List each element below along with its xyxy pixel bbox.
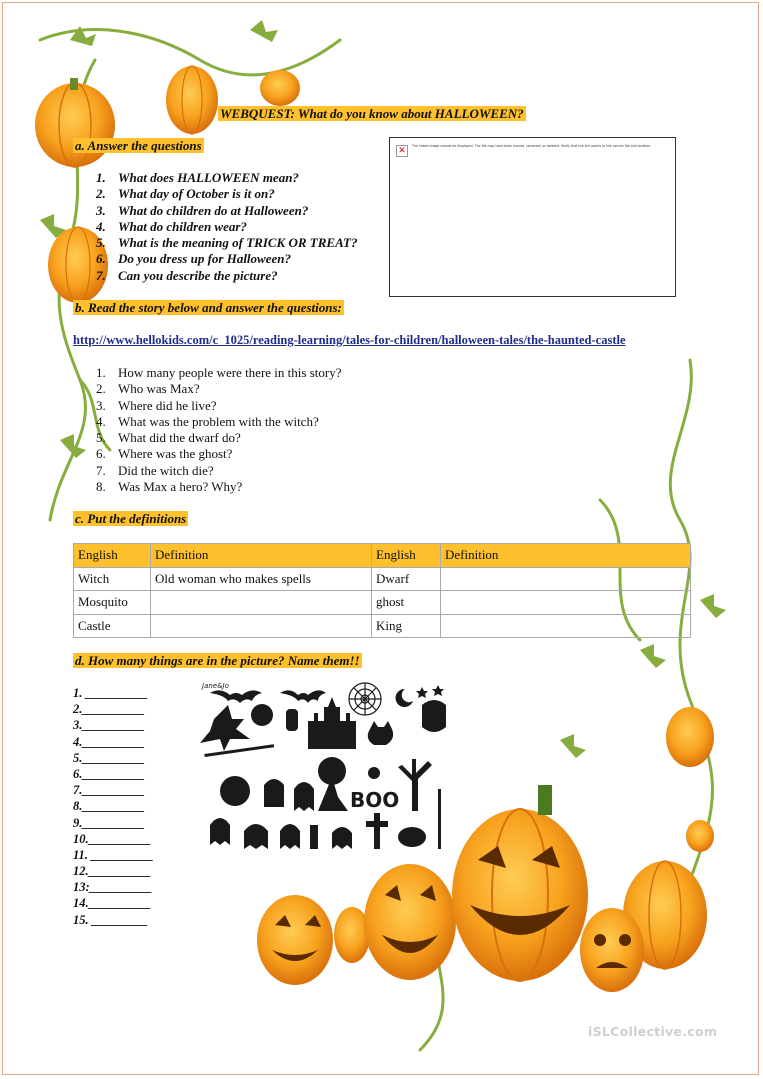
halloween-silhouettes-picture bbox=[200, 679, 455, 859]
list-item: 7. Did the witch die? bbox=[96, 462, 214, 478]
jack-o-lantern-icon bbox=[364, 864, 456, 980]
answer-line[interactable]: 11. __________ bbox=[73, 847, 154, 862]
list-item: 6. Do you dress up for Halloween? bbox=[96, 251, 291, 267]
cat-icon bbox=[368, 721, 393, 745]
list-item: 2. Who was Max? bbox=[96, 381, 200, 397]
list-item: 6. Where was the ghost? bbox=[96, 446, 233, 462]
picture-caption: Jane&Jo bbox=[202, 682, 229, 690]
broom-icon bbox=[204, 744, 274, 757]
ghost-icon bbox=[244, 824, 268, 849]
pumpkin-icon bbox=[260, 70, 300, 106]
section-a-questions bbox=[96, 170, 357, 284]
list-item: 8. Was Max a hero? Why? bbox=[96, 479, 243, 495]
table-cell: Castle bbox=[74, 614, 151, 638]
bat-icon bbox=[210, 690, 262, 703]
list-item: 3. What do children do at Halloween? bbox=[96, 202, 309, 218]
story-link[interactable]: http://www.hellokids.com/c_1025/reading-learning/tales-for-children/halloween-tales/the-haunted-castle bbox=[73, 333, 626, 347]
section-d-heading: d. How many things are in the picture? Name them!! bbox=[75, 653, 360, 668]
list-item: 3. Where did he live? bbox=[96, 397, 217, 413]
answer-line[interactable]: 13:__________ bbox=[73, 880, 153, 895]
star-icon bbox=[432, 685, 444, 696]
table-cell[interactable] bbox=[441, 567, 691, 591]
jack-o-lantern-icon bbox=[257, 895, 333, 985]
definitions-table bbox=[73, 543, 691, 638]
list-item: 5. What is the meaning of TRICK OR TREAT? bbox=[96, 235, 358, 251]
ghost-icon bbox=[280, 824, 300, 849]
table-header-cell: English bbox=[74, 544, 151, 568]
bat-icon bbox=[280, 690, 326, 703]
answer-line[interactable]: 9.__________ bbox=[73, 815, 145, 830]
answer-line[interactable]: 4.__________ bbox=[73, 734, 145, 749]
table-cell[interactable] bbox=[151, 614, 372, 638]
ghost-icon bbox=[294, 782, 314, 811]
answer-lines bbox=[73, 685, 154, 928]
leaf-icon bbox=[640, 644, 666, 668]
tombstone-icon bbox=[264, 779, 284, 807]
spooky-tree-icon bbox=[398, 759, 432, 811]
table-row bbox=[74, 614, 691, 638]
table-header-cell: English bbox=[372, 544, 441, 568]
section-b-questions bbox=[96, 365, 341, 495]
answer-line[interactable]: 3.__________ bbox=[73, 718, 145, 733]
potion-icon bbox=[286, 709, 298, 731]
answer-line[interactable]: 10.__________ bbox=[73, 831, 152, 846]
leaf-icon bbox=[560, 734, 586, 758]
answer-line[interactable]: 14.__________ bbox=[73, 896, 152, 911]
table-header-row bbox=[74, 544, 691, 568]
answer-line[interactable]: 15. _________ bbox=[73, 912, 148, 927]
table-cell: ghost bbox=[372, 591, 441, 615]
table-cell[interactable] bbox=[151, 591, 372, 615]
table-cell[interactable] bbox=[441, 591, 691, 615]
section-a-heading: a. Answer the questions bbox=[75, 138, 202, 153]
list-item: 1. What does HALLOWEEN mean? bbox=[96, 170, 299, 185]
answer-line[interactable]: 5.__________ bbox=[73, 750, 145, 765]
spider-web-icon bbox=[349, 683, 381, 715]
broken-image-placeholder bbox=[389, 137, 676, 297]
cross-icon bbox=[366, 813, 388, 849]
list-item: 7. Can you describe the picture? bbox=[96, 267, 278, 283]
star-icon bbox=[416, 687, 428, 698]
jack-o-lantern-icon bbox=[220, 776, 250, 806]
list-item: 5. What did the dwarf do? bbox=[96, 430, 241, 446]
section-c-heading: c. Put the definitions bbox=[75, 511, 187, 526]
boo-text: BOO bbox=[350, 788, 400, 812]
castle-icon bbox=[308, 697, 356, 749]
table-header-cell: Definition bbox=[441, 544, 691, 568]
answer-line[interactable]: 8.__________ bbox=[73, 799, 145, 814]
leaf-icon bbox=[250, 20, 278, 42]
witch-icon bbox=[200, 705, 250, 751]
jack-o-lantern-icon bbox=[452, 785, 588, 981]
page-title: WEBQUEST: What do you know about HALLOWEEN? bbox=[220, 106, 524, 121]
table-row bbox=[74, 567, 691, 591]
owl-icon bbox=[422, 700, 446, 732]
moon-icon bbox=[396, 689, 413, 707]
cauldron-icon bbox=[398, 827, 426, 847]
answer-line[interactable]: 12.__________ bbox=[73, 864, 152, 879]
skull-icon bbox=[251, 704, 273, 726]
ghost-icon bbox=[332, 827, 352, 849]
table-cell: King bbox=[372, 614, 441, 638]
jack-o-lantern-icon bbox=[580, 908, 644, 992]
answer-line[interactable]: 2.__________ bbox=[73, 702, 145, 717]
table-cell[interactable]: Old woman who makes spells bbox=[151, 567, 372, 591]
list-item: 4. What was the problem with the witch? bbox=[96, 413, 319, 429]
watermark: iSLCollective.com bbox=[588, 1024, 718, 1039]
broom-icon bbox=[438, 789, 441, 849]
broken-image-message: The linked image cannot be displayed. The file may have been moved, renamed, or deleted. Verify that the link points to the correct file and location. bbox=[412, 144, 652, 148]
table-cell: Witch bbox=[74, 567, 151, 591]
broken-image-icon: ✕ bbox=[396, 145, 408, 157]
pumpkin-icon bbox=[666, 707, 714, 767]
spider-icon bbox=[368, 767, 380, 779]
section-b-heading: b. Read the story below and answer the questions: bbox=[75, 300, 342, 315]
list-item: 4. What do children wear? bbox=[96, 218, 247, 234]
list-item: 1. How many people were there in this story? bbox=[96, 365, 342, 380]
table-cell: Dwarf bbox=[372, 567, 441, 591]
ghost-icon bbox=[210, 818, 230, 845]
candle-icon bbox=[310, 825, 318, 849]
answer-line[interactable]: 6.__________ bbox=[73, 766, 145, 781]
answer-line[interactable]: 7.__________ bbox=[73, 783, 145, 798]
jack-o-lantern-icon bbox=[318, 757, 346, 785]
pumpkin-icon bbox=[166, 66, 218, 134]
leaf-icon bbox=[700, 594, 726, 618]
leaf-icon bbox=[60, 434, 86, 458]
table-row bbox=[74, 591, 691, 615]
list-item: 2. What day of October is it on? bbox=[96, 186, 275, 202]
table-cell: Mosquito bbox=[74, 591, 151, 615]
table-cell[interactable] bbox=[441, 614, 691, 638]
table-header-cell: Definition bbox=[151, 544, 372, 568]
pumpkin-icon bbox=[686, 820, 714, 852]
answer-line[interactable]: 1. __________ bbox=[73, 686, 148, 700]
